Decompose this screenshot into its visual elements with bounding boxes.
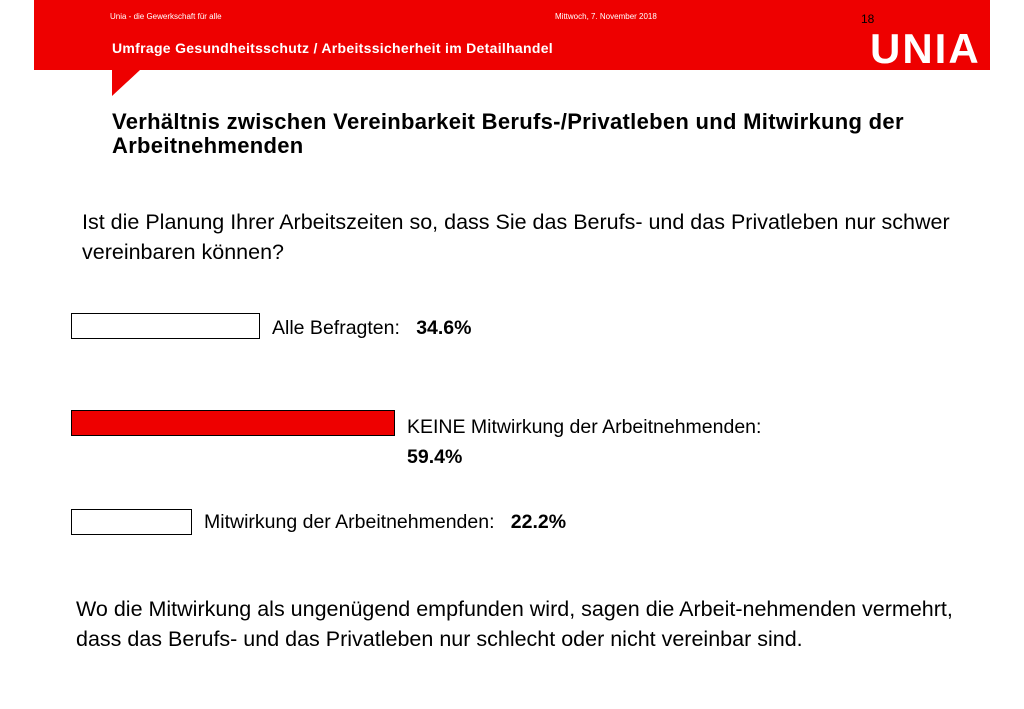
conclusion-text: Wo die Mitwirkung als ungenügend empfunden wird, sagen die Arbeit-nehmenden vermehrt, dass das Berufs- und das Privatleben nur schlecht oder nicht vereinbar sind. [76, 597, 953, 651]
header-band [34, 0, 990, 70]
header-subtitle: Umfrage Gesundheitsschutz / Arbeitssicherheit im Detailhandel [112, 40, 553, 56]
footer-date: Mittwoch, 7. November 2018 [555, 12, 657, 21]
bar-mitwirkung [71, 509, 192, 535]
slide-title: Verhältnis zwischen Vereinbarkeit Berufs-/Privatleben und Mitwirkung der Arbeitnehmenden [112, 109, 904, 158]
unia-logo: UNIA [870, 25, 981, 72]
value-label: 22.2% [510, 511, 567, 533]
value-label: 34.6% [416, 317, 472, 339]
bar-keine-mitwirkung [71, 410, 395, 436]
category-label: Alle Befragten: [272, 317, 400, 339]
header-notch [112, 70, 140, 96]
page-number: 18 [861, 12, 875, 26]
bar-label-mitwirkung [204, 508, 566, 536]
category-label: Mitwirkung der Arbeitnehmenden: [204, 511, 495, 533]
bar-alle-befragten [71, 313, 260, 339]
footer-organisation: Unia - die Gewerkschaft für alle [110, 12, 222, 21]
survey-question: Ist die Planung Ihrer Arbeitszeiten so, dass Sie das Berufs- und das Privatleben nur schwer vereinbaren können? [82, 210, 950, 264]
category-label: KEINE Mitwirkung der Arbeitnehmenden: [407, 416, 762, 438]
bar-label-alle-befragten [272, 314, 471, 342]
bar-label-keine-mitwirkung [407, 412, 761, 472]
value-label: 59.4% [407, 446, 463, 468]
